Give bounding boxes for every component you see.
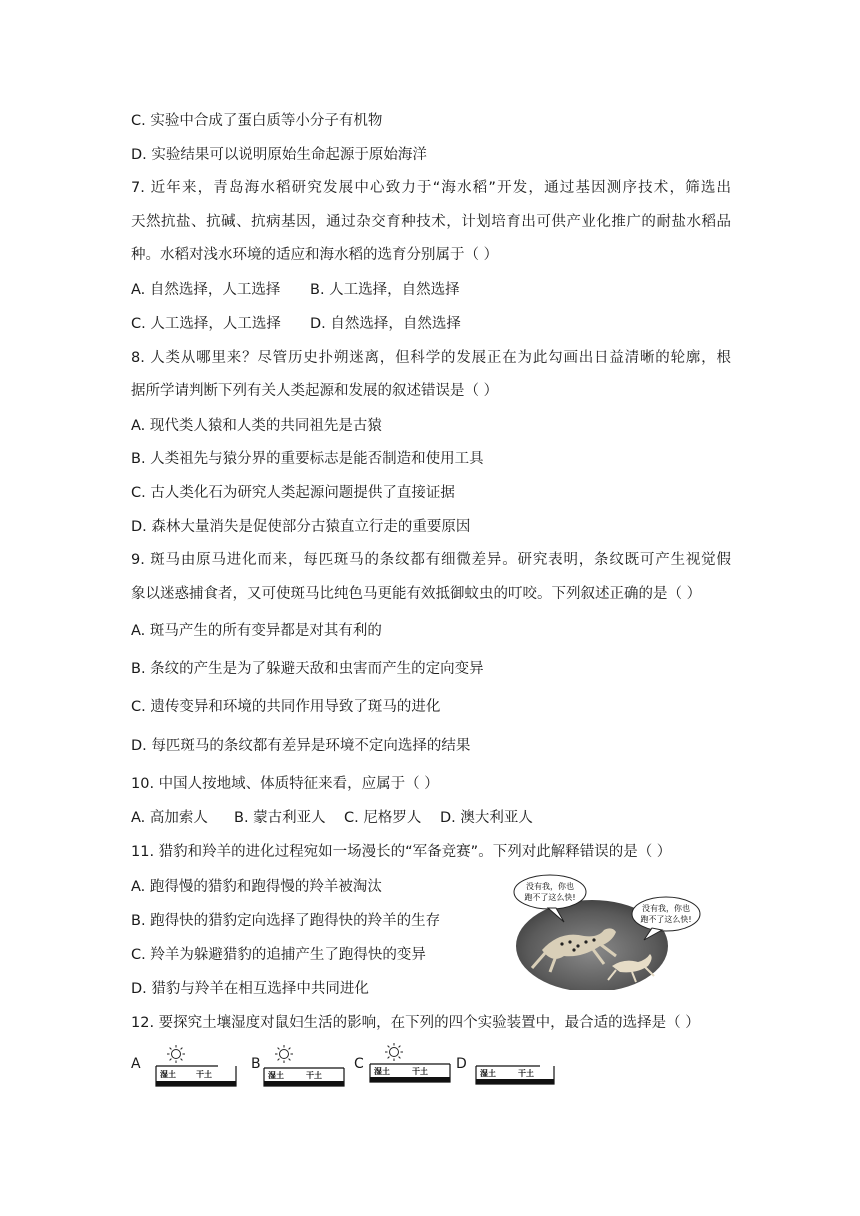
option-8b: B. 人类祖先与猿分界的重要标志是能否制造和使用工具: [131, 451, 484, 467]
question-7-line1: 7. 近年来，青岛海水稻研究发展中心致力于“海水稻”开发，通过基因测序技术，筛选出: [131, 180, 731, 196]
setup-d: [470, 1042, 570, 1102]
option-9b: B. 条纹的产生是为了躲避天敌和虫害而产生的定向变异: [131, 661, 484, 677]
question-9-line1: 9. 斑马由原马进化而来，每匹斑马的条纹都有细微差异。研究表明，条纹既可产生视觉假: [131, 552, 731, 568]
option-10c: C. 尼格罗人: [344, 810, 422, 826]
question-9-line2: 象以迷惑捕食者，又可使斑马比纯色马更能有效抵御蚊虫的叮咬。下列叙述正确的是（ ）: [131, 586, 702, 602]
setup-d-wet-label: 湿土: [480, 1069, 496, 1078]
option-8d: D. 森林大量消失是促使部分古猿直立行走的重要原因: [131, 519, 471, 535]
question-8-line2: 据所学请判断下列有关人类起源和发展的叙述错误是（ ）: [131, 383, 499, 399]
setup-a-letter: A: [131, 1056, 141, 1072]
question-11: 11. 猎豹和羚羊的进化过程宛如一场漫长的“军备竞赛”。下列对此解释错误的是（ ）: [131, 844, 672, 860]
option-9d: D. 每匹斑马的条纹都有差异是环境不定向选择的结果: [131, 738, 471, 754]
setup-c-wet-label: 湿土: [374, 1067, 390, 1076]
setup-c-letter: C: [354, 1056, 364, 1072]
setup-b-dry-label: 干土: [306, 1071, 322, 1080]
option-10b: B. 蒙古利亚人: [234, 810, 326, 826]
bubble-left-line1: 没有我，你也: [526, 882, 574, 891]
setup-b-wet-label: 湿土: [268, 1071, 284, 1080]
option-7d: D. 自然选择，自然选择: [310, 316, 461, 332]
question-10: 10. 中国人按地域、体质特征来看，应属于（ ）: [131, 776, 439, 792]
setup-c: [364, 1042, 464, 1102]
option-11b: B. 跑得快的猎豹定向选择了跑得快的羚羊的生存: [131, 913, 441, 929]
option-11a: A. 跑得慢的猎豹和跑得慢的羚羊被淘汰: [131, 879, 382, 895]
setup-d-dry-label: 干土: [518, 1069, 534, 1078]
option-8c: C. 古人类化石为研究人类起源问题提供了直接证据: [131, 485, 455, 501]
question-8-line1: 8. 人类从哪里来？尽管历史扑朔迷离，但科学的发展正在为此勾画出日益清晰的轮廓，根: [131, 350, 731, 366]
option-11d: D. 猎豹与羚羊在相互选择中共同进化: [131, 981, 369, 997]
option-9c: C. 遗传变异和环境的共同作用导致了斑马的进化: [131, 699, 441, 715]
sun-icon: [275, 1045, 293, 1063]
option-8a: A. 现代类人猿和人类的共同祖先是古猿: [131, 418, 382, 434]
setup-d-letter: D: [456, 1056, 467, 1072]
bubble-left-line2: 跑不了这么快!: [524, 893, 576, 902]
option-9a: A. 斑马产生的所有变异都是对其有利的: [131, 623, 382, 639]
setup-a-wet-label: 湿土: [160, 1070, 176, 1079]
setup-c-dry-label: 干土: [412, 1067, 428, 1076]
setup-b-letter: B: [251, 1056, 261, 1072]
question-7-line2: 天然抗盐、抗碱、抗病基因，通过杂交育种技术，计划培育出可供产业化推广的耐盐水稻品: [131, 214, 731, 230]
question-12: 12. 要探究土壤湿度对鼠妇生活的影响，在下列的四个实验装置中，最合适的选择是（ ）: [131, 1015, 700, 1031]
option-10d: D. 澳大利亚人: [440, 810, 533, 826]
question-7-line3: 种。水稻对浅水环境的适应和海水稻的选育分别属于（ ）: [131, 247, 499, 263]
option-7a: A. 自然选择，人工选择: [131, 282, 281, 298]
option-10a: A. 高加索人: [131, 810, 208, 826]
setup-b: [256, 1042, 356, 1102]
option-7b: B. 人工选择，自然选择: [310, 282, 460, 298]
sun-icon: [385, 1043, 403, 1061]
cheetah-antelope-image: [512, 872, 702, 990]
option-11c: C. 羚羊为躲避猎豹的追捕产生了跑得快的变异: [131, 947, 426, 963]
option-6d: D. 实验结果可以说明原始生命起源于原始海洋: [131, 147, 427, 163]
setup-a-dry-label: 干土: [196, 1070, 212, 1079]
option-7c: C. 人工选择，人工选择: [131, 316, 281, 332]
setup-a: [148, 1042, 248, 1102]
bubble-right-line1: 没有我，你也: [642, 904, 690, 913]
bubble-right-line2: 跑不了这么快!: [640, 915, 692, 924]
sun-icon: [167, 1045, 185, 1063]
option-6c: C. 实验中合成了蛋白质等小分子有机物: [131, 113, 383, 129]
